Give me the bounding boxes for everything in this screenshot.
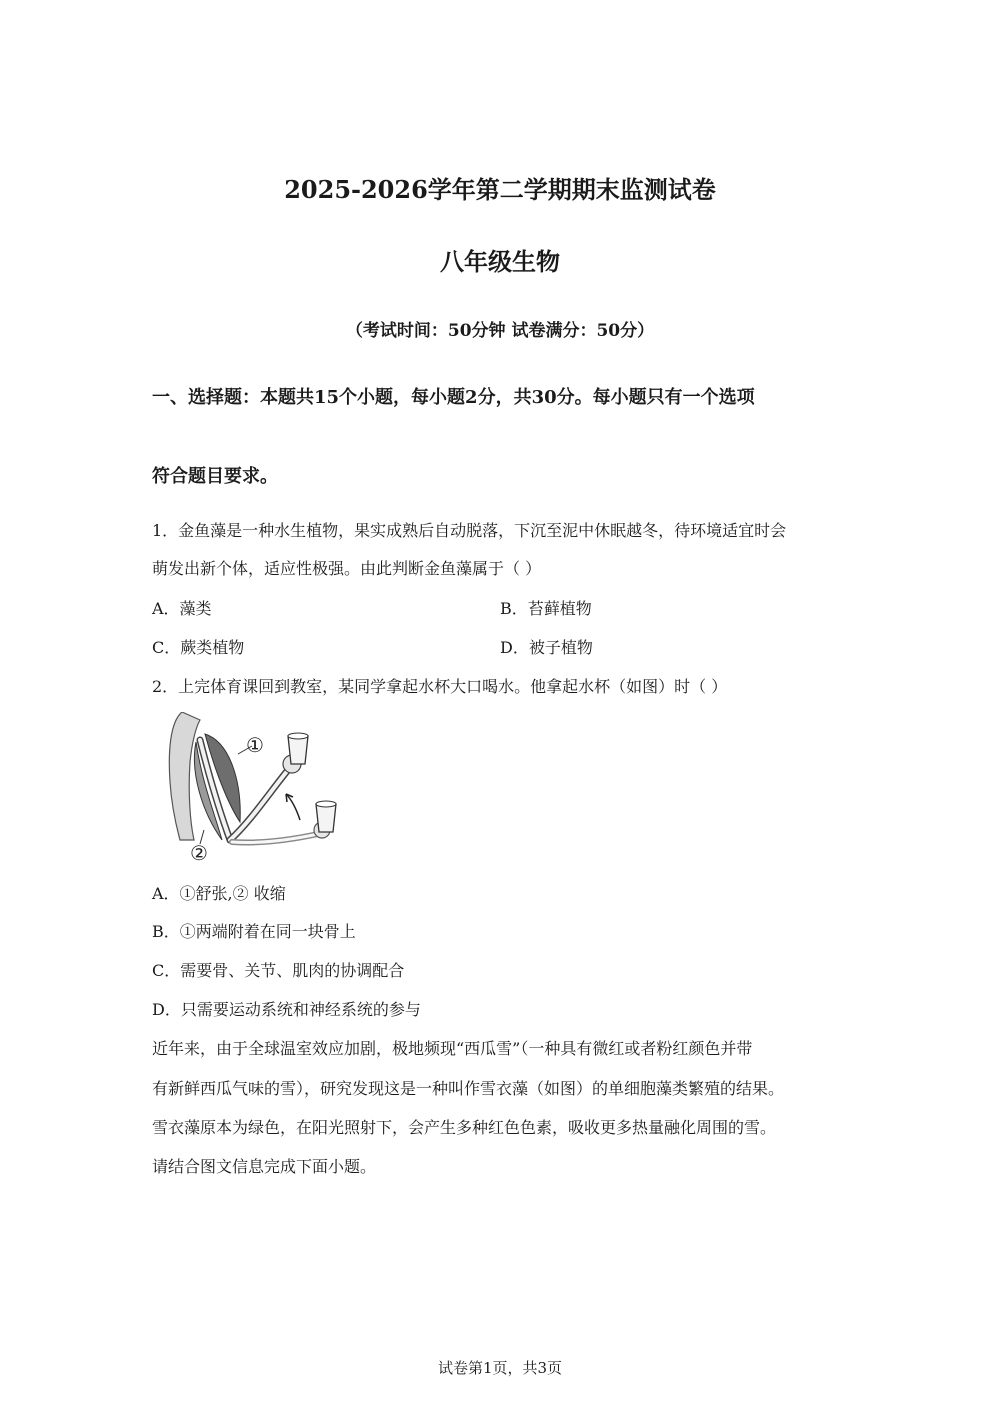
q1-stem-line2: 萌发出新个体，适应性极强。由此判断金鱼藻属于（ ） — [152, 559, 542, 578]
exam-subtitle: 八年级生物 — [440, 247, 560, 276]
q2-stem: 2．上完体育课回到教室，某同学拿起水杯大口喝水。他拿起水杯（如图）时（ ） — [152, 677, 728, 696]
q1-option-c: C．蕨类植物 — [152, 638, 245, 657]
passage-line1: 近年来，由于全球温室效应加剧，极地频现“西瓜雪”（一种具有微红或者粉红颜色并带 — [152, 1039, 753, 1058]
q2-option-d: D．只需要运动系统和神经系统的参与 — [152, 1000, 421, 1019]
q1-option-b: B．苔藓植物 — [500, 599, 592, 618]
q2-option-b: B．①两端附着在同一块骨上 — [152, 922, 356, 941]
q2-option-a: A．①舒张,② 收缩 — [152, 884, 286, 903]
page-footer: 试卷第1页，共3页 — [437, 1359, 563, 1377]
exam-info: （考试时间：50分钟 试卷满分：50分） — [345, 321, 655, 341]
section-heading-line2: 符合题目要求。 — [152, 466, 278, 487]
exam-title: 2025-2026学年第二学期期末监测试卷 — [284, 175, 716, 204]
passage-line4: 请结合图文信息完成下面小题。 — [152, 1157, 377, 1176]
section-heading-line1: 一、选择题：本题共15个小题，每小题2分，共30分。每小题只有一个选项 — [152, 387, 755, 408]
q2-option-c: C．需要骨、关节、肌肉的协调配合 — [152, 961, 405, 980]
passage-line2: 有新鲜西瓜气味的雪），研究发现这是一种叫作雪衣藻（如图）的单细胞藻类繁殖的结果。 — [152, 1079, 785, 1098]
figure-label-1: ① — [246, 733, 264, 757]
passage-line3: 雪衣藻原本为绿色，在阳光照射下，会产生多种红色色素，吸收更多热量融化周围的雪。 — [152, 1118, 777, 1137]
q1-option-a: A．藻类 — [152, 599, 212, 618]
q1-option-d: D．被子植物 — [500, 638, 593, 657]
figure-label-2: ② — [190, 841, 208, 862]
q1-stem-line1: 1．金鱼藻是一种水生植物，果实成熟后自动脱落，下沉至泥中休眠越冬，待环境适宜时会 — [152, 521, 787, 540]
arm-lifting-cup-figure — [160, 712, 360, 862]
